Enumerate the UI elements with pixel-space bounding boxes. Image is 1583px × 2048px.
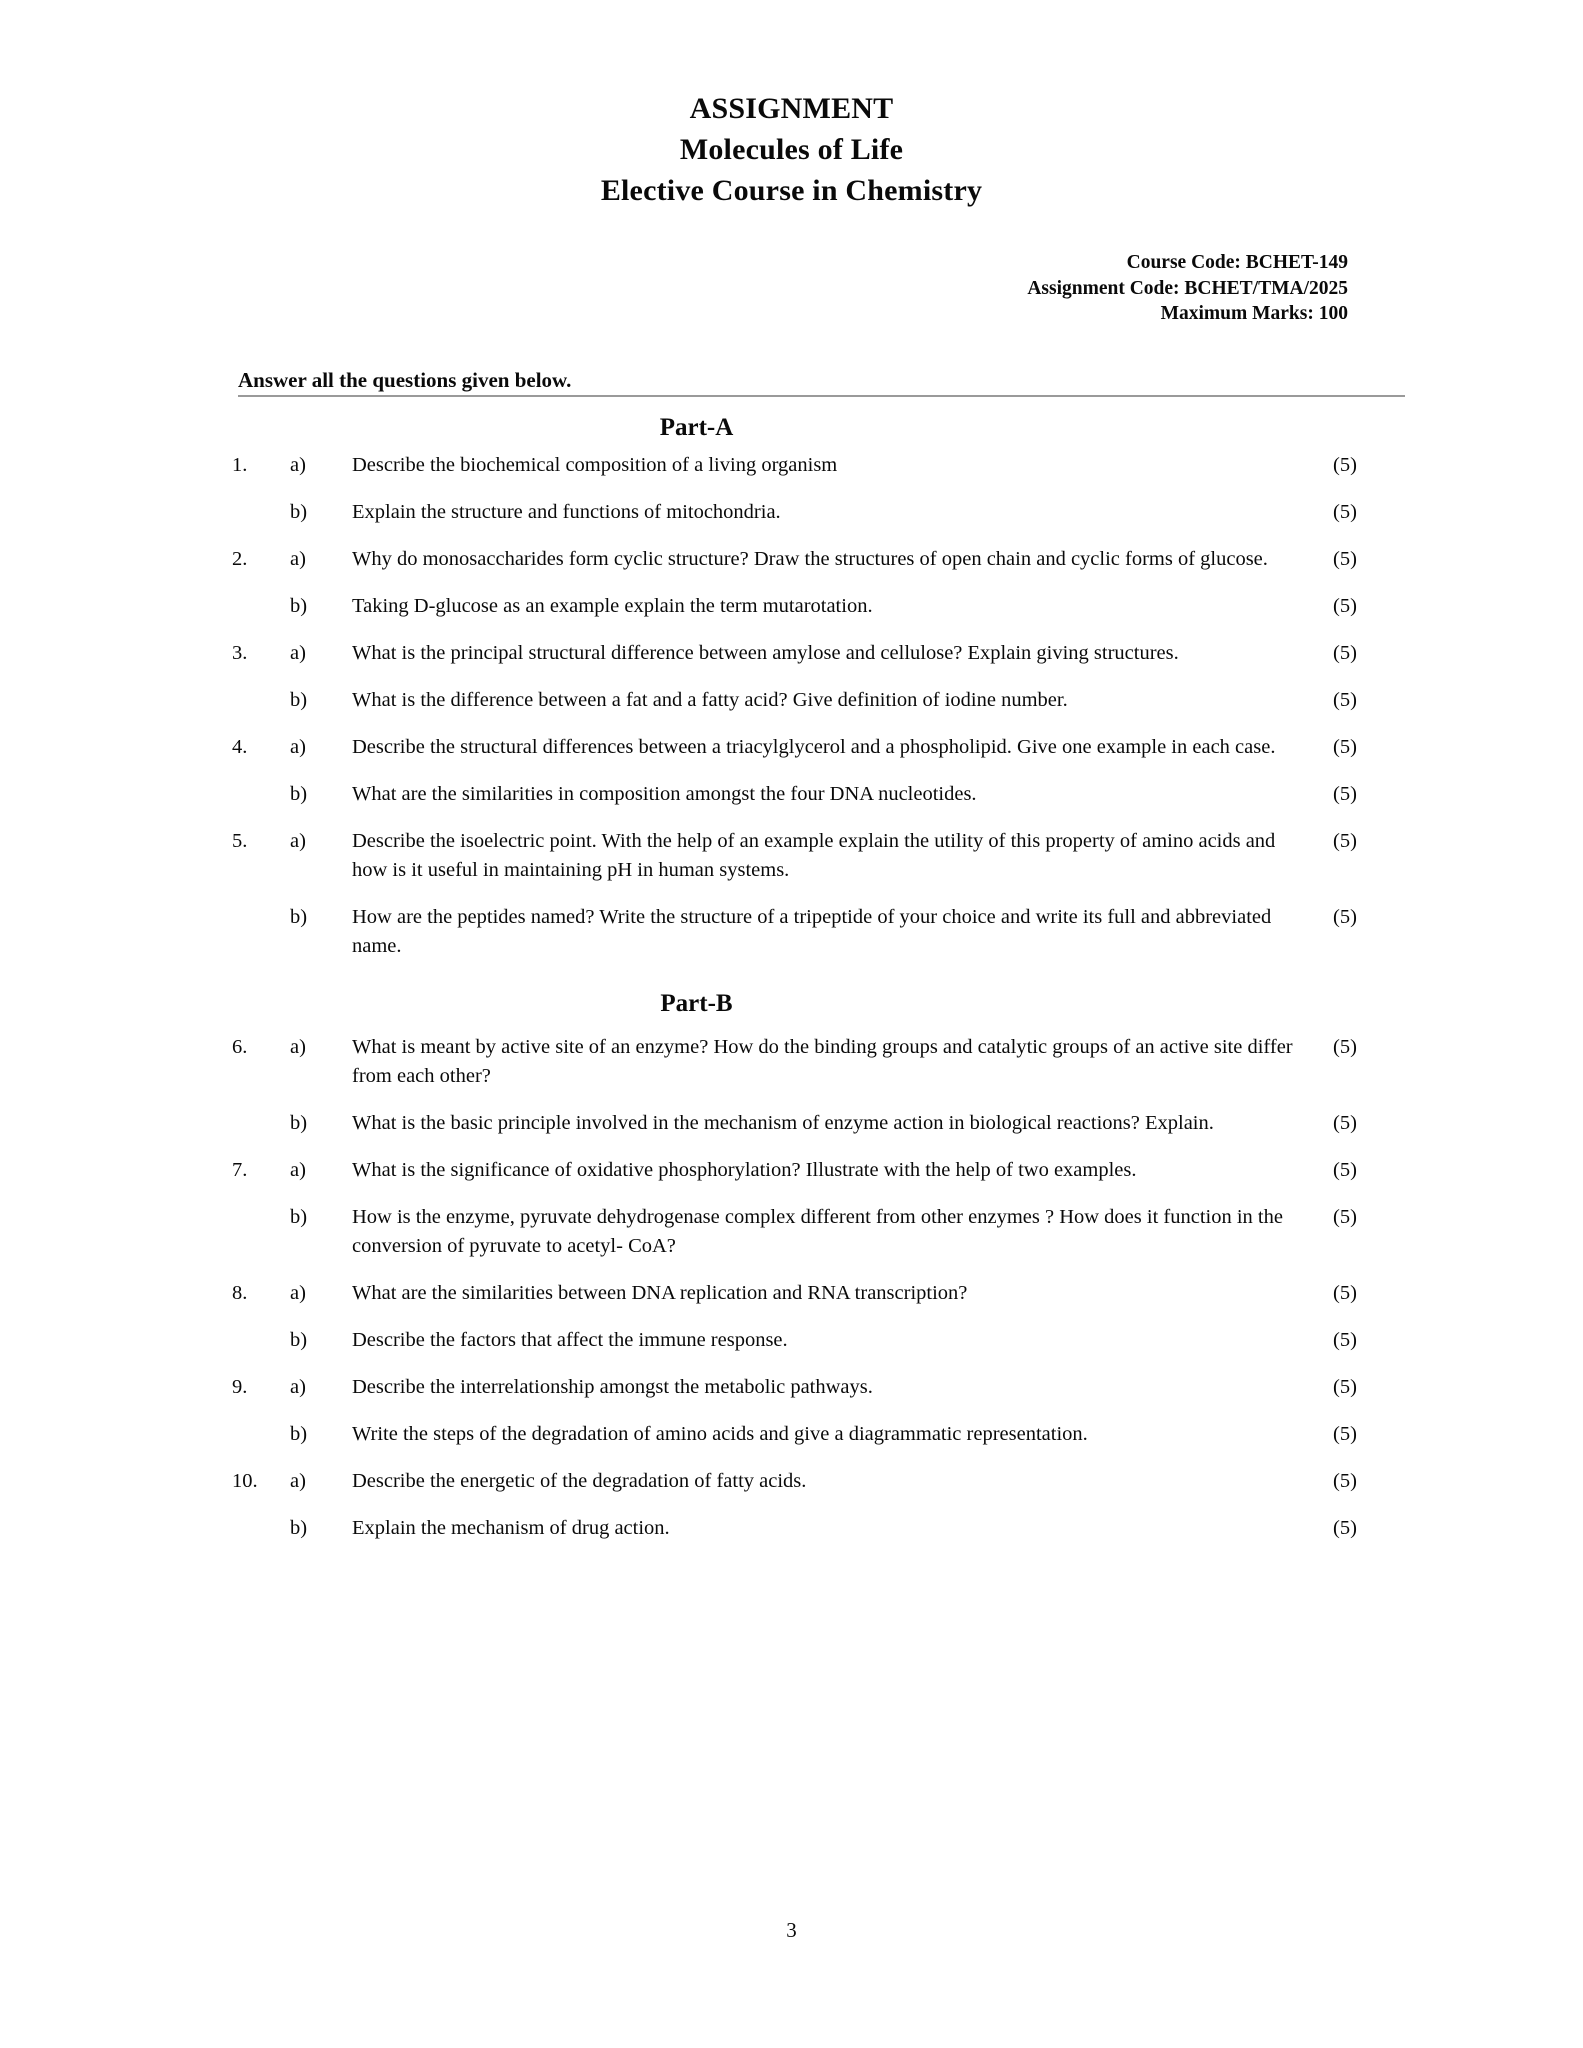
page-footer [0,1918,1583,1943]
question-row [232,686,1405,715]
question-marks: (5) [1333,1328,1357,1351]
question-text: Describe the factors that affect the immune response. [352,1328,788,1351]
question-row [232,1109,1405,1138]
question-subpart-letter: a) [290,1281,306,1304]
question-list [0,451,1583,961]
question-subpart-letter: b) [290,594,308,617]
question-text: Write the steps of the degradation of amino acids and give a diagrammatic representation. [352,1422,1088,1445]
page-title-course: Elective Course in Chemistry [600,174,983,207]
question-subpart-letter: b) [290,1516,308,1539]
question-marks: (5) [1333,1111,1357,1134]
question-text: Describe the biochemical composition of a living organism [352,453,838,476]
question-text: How are the peptides named? Write the structure of a tripeptide of your choice and write its full and abbreviated name. [352,905,1272,957]
question-marks: (5) [1333,641,1357,664]
maximum-marks: Maximum Marks: 100 [1160,303,1348,324]
parts-container [0,413,1583,1543]
page-title-subject: Molecules of Life [679,133,904,166]
question-row [232,1326,1405,1355]
question-marks: (5) [1333,688,1357,711]
question-subpart-letter: a) [290,1035,306,1058]
question-marks: (5) [1333,1516,1357,1539]
question-text: Taking D-glucose as an example explain the term mutarotation. [352,594,873,617]
question-subpart-letter: b) [290,1328,308,1351]
question-number: 6. [232,1035,248,1058]
course-meta-block [0,250,1583,327]
question-subpart-letter: b) [290,500,308,523]
question-text: What are the similarities between DNA replication and RNA transcription? [352,1281,968,1304]
question-marks: (5) [1333,1035,1357,1058]
question-text: How is the enzyme, pyruvate dehydrogenase complex different from other enzymes ? How does it function in the conversion of pyruvate to acetyl- CoA? [352,1205,1283,1257]
question-text: What is meant by active site of an enzyme? How do the binding groups and catalytic groups of an active site differ from each other? [352,1035,1293,1087]
question-row [232,903,1405,961]
question-row [232,1203,1405,1261]
question-text: What is the difference between a fat and a fatty acid? Give definition of iodine number. [352,688,1068,711]
assignment-code: Assignment Code: BCHET/TMA/2025 [1027,277,1348,299]
instruction-block [0,367,1583,397]
question-marks: (5) [1333,1158,1357,1181]
question-number: 1. [232,453,248,476]
question-text: Explain the structure and functions of mitochondria. [352,500,781,523]
question-subpart-letter: a) [290,1375,306,1398]
question-number: 3. [232,641,248,664]
question-subpart-letter: b) [290,782,308,805]
question-row [232,639,1405,668]
question-number: 10. [232,1469,258,1492]
question-text: What is the principal structural difference between amylose and cellulose? Explain giving structures. [352,641,1179,664]
question-number: 4. [232,735,248,758]
question-marks: (5) [1333,453,1357,476]
instruction-text: Answer all the questions given below. [238,367,572,392]
question-text: Why do monosaccharides form cyclic structure? Draw the structures of open chain and cyclic forms of glucose. [352,547,1268,570]
question-marks: (5) [1333,1422,1357,1445]
question-row [232,451,1405,480]
question-subpart-letter: b) [290,905,308,928]
page-number: 3 [786,1918,797,1942]
question-marks: (5) [1333,735,1357,758]
question-row [232,1514,1405,1543]
question-row [232,733,1405,762]
question-marks: (5) [1333,500,1357,523]
question-subpart-letter: a) [290,641,306,664]
question-subpart-letter: a) [290,829,306,852]
question-subpart-letter: a) [290,1469,306,1492]
question-number: 8. [232,1281,248,1304]
question-list [0,1033,1583,1543]
page-title-assignment: ASSIGNMENT [689,92,894,125]
question-number: 7. [232,1158,248,1181]
question-marks: (5) [1333,1469,1357,1492]
question-number: 9. [232,1375,248,1398]
question-text: What are the similarities in composition amongst the four DNA nucleotides. [352,782,977,805]
question-marks: (5) [1333,1375,1357,1398]
question-marks: (5) [1333,782,1357,805]
document-title-block [0,0,1583,211]
question-marks: (5) [1333,829,1357,852]
question-row [232,827,1405,885]
question-number: 5. [232,829,248,852]
question-marks: (5) [1333,1205,1357,1228]
question-marks: (5) [1333,905,1357,928]
question-marks: (5) [1333,594,1357,617]
question-text: Describe the structural differences between a triacylglycerol and a phospholipid. Give one example in each case. [352,735,1276,758]
part-heading: Part-A [659,413,734,441]
question-subpart-letter: a) [290,735,306,758]
question-number: 2. [232,547,248,570]
question-text: What is the significance of oxidative phosphorylation? Illustrate with the help of two examples. [352,1158,1137,1181]
question-marks: (5) [1333,1281,1357,1304]
question-row [232,1156,1405,1185]
horizontal-divider [238,395,1405,397]
question-text: Explain the mechanism of drug action. [352,1516,670,1539]
question-row [232,1467,1405,1496]
question-row [232,780,1405,809]
question-row [232,1279,1405,1308]
question-text: Describe the interrelationship amongst the metabolic pathways. [352,1375,873,1398]
question-subpart-letter: a) [290,1158,306,1181]
course-code: Course Code: BCHET-149 [1126,252,1348,273]
question-subpart-letter: a) [290,547,306,570]
question-subpart-letter: a) [290,453,306,476]
question-row [232,592,1405,621]
question-row [232,545,1405,574]
question-row [232,1033,1405,1091]
question-subpart-letter: b) [290,1205,308,1228]
part-heading: Part-B [660,989,733,1017]
question-subpart-letter: b) [290,1111,308,1134]
question-subpart-letter: b) [290,1422,308,1445]
question-subpart-letter: b) [290,688,308,711]
question-row [232,498,1405,527]
question-text: What is the basic principle involved in the mechanism of enzyme action in biological reactions? Explain. [352,1111,1214,1134]
question-text: Describe the energetic of the degradation of fatty acids. [352,1469,807,1492]
question-row [232,1420,1405,1449]
question-row [232,1373,1405,1402]
question-text: Describe the isoelectric point. With the help of an example explain the utility of this property of amino acids and how is it useful in maintaining pH in human systems. [352,829,1276,881]
question-marks: (5) [1333,547,1357,570]
